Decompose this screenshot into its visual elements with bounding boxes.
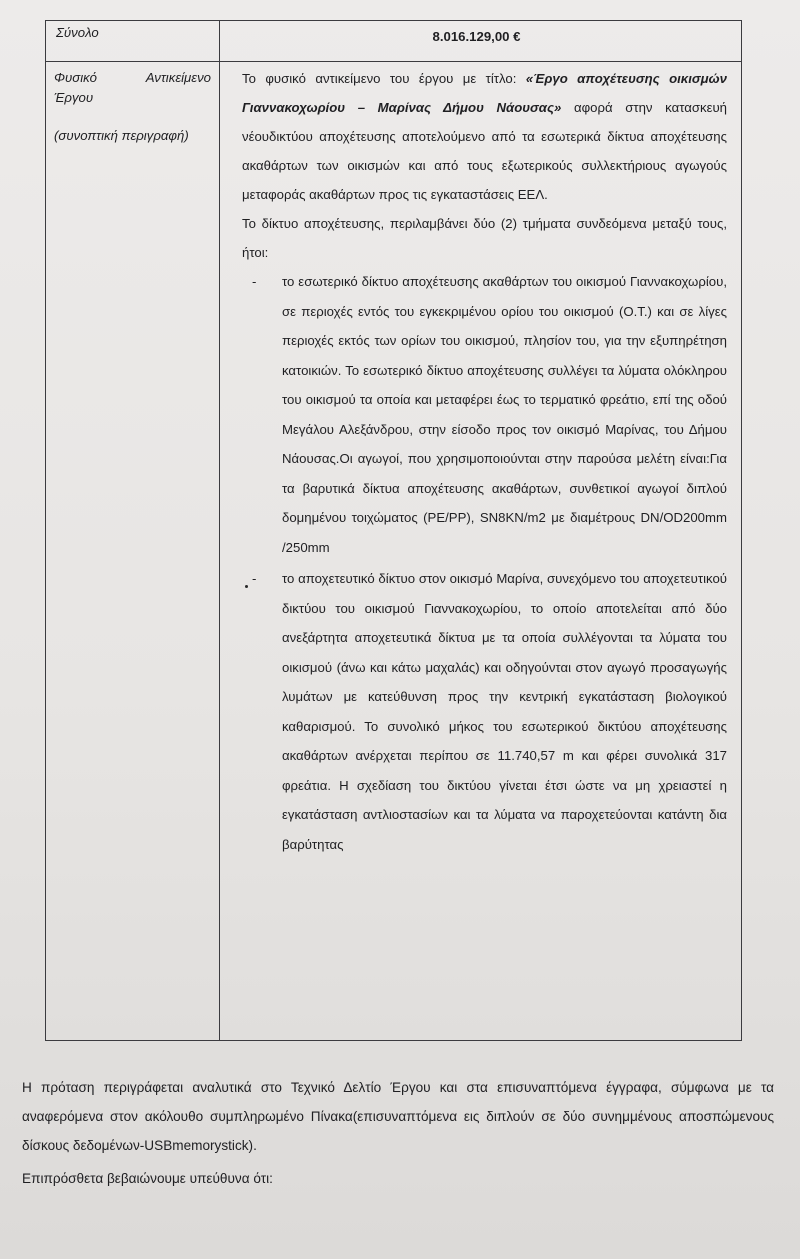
- project-title: «Έργο αποχέτευσης οικισμών Γιαννακοχωρίου – Μαρίνας Δήμου Νάουσας»: [242, 71, 727, 115]
- bullet-marker: -: [252, 571, 257, 586]
- object-row: [46, 62, 742, 1041]
- project-table: [45, 20, 742, 1041]
- network-parts-list: [242, 267, 727, 859]
- footer-closing: Επιπρόσθετα βεβαιώνουμε υπεύθυνα ότι:: [22, 1170, 273, 1186]
- object-label-note: (συνοπτική περιγραφή): [54, 128, 189, 143]
- object-label-word1: Φυσικό: [54, 70, 97, 85]
- bullet-marker: -: [252, 274, 257, 289]
- total-value: 8.016.129,00 €: [220, 21, 742, 62]
- total-row: [46, 21, 742, 62]
- stray-ink-dot: [245, 585, 248, 588]
- footer-paragraph: Η πρόταση περιγράφεται αναλυτικά στο Τεχνικό Δελτίο Έργου και στα επισυναπτόμενα έγγραφα, σύμφωνα με τα αναφερόμενα στον ακόλουθο συμπληρωμένο Πίνακα(επισυναπτόμενα εις διπλούν σε δύο συνημμένους αποσπώμενους δίσκους δεδομένων-USBmemorystick).: [22, 1079, 774, 1153]
- object-label-line: [54, 68, 211, 88]
- object-label-word3: Έργου: [54, 90, 94, 105]
- list-item: [242, 267, 727, 562]
- list-item-text: το εσωτερικό δίκτυο αποχέτευσης ακαθάρτων του οικισμού Γιαννακοχωρίου, σε περιοχές εντός του εγκεκριμένου ορίου του οικισμού (Ο.Τ.) και σε λίγες περιοχές εκτός των ορίων του οικισμού, πλησίον του, για την εξυπηρέτηση κατοικιών. Το εσωτερικό δίκτυο αποχέτευσης συλλέγει τα λύματα ολόκληρου του οικισμού τα οποία και μεταφέρει έως το τερματικό φρεάτιο, επί της οδού Μεγάλου Αλεξάνδρου, στην είσοδο προς τον οικισμό Μαρίνας, του Δήμου Νάουσας.Οι αγωγοί, που χρησιμοποιούνται στην παρούσα μελέτη είναι:Για τα βαρυτικά δίκτυα αποχέτευσης ακαθάρτων, συνθετικοί αγωγοί διπλού δομημένου τοιχώματος (PE/PP), SN8KN/m2 με διαμέτρους DN/OD200mm /250mm: [282, 274, 727, 555]
- list-item-text: το αποχετευτικό δίκτυο στον οικισμό Μαρίνα, συνεχόμενο του αποχετευτικού δικτύου του οικισμού Γιαννακοχωρίου, το οποίο αποτελείται από δύο ανεξάρτητα αποχετευτικά δίκτυα με τα οποία συλλέγονται τα λύματα του οικισμού (άνω και κάτω μαχαλάς) και οδηγούνται στον αγωγό προσαγωγής λυμάτων με κατεύθυνση προς την κεντρική εγκατάσταση βιολογικού καθαρισμού. Το συνολικό μήκος του εσωτερικού δικτύου αποχέτευσης ακαθάρτων ανέρχεται περίπου σε 11.740,57 m και φέρει συνολικά 317 φρεάτια. Η σχεδίαση του δικτύου γίνεται έτσι ώστε να μη χρειαστεί η εγκατάσταση αντλιοστασίων και τα λύματα να παροχετεύονται κατάντη δια βαρύτητας: [282, 571, 727, 852]
- object-description-cell: [220, 62, 742, 1041]
- object-label-word2: Αντικείμενο: [145, 70, 211, 85]
- list-item: [242, 564, 727, 859]
- intro-after: αφορά στην κατασκευή νέουδικτύου αποχέτευσης αποτελούμενο από τα εσωτερικά δίκτυα αποχέτευσης ακαθάρτων των οικισμών και από τους εξωτερικούς συλλεκτήριους αγωγούς μεταφοράς ακαθάρτων προς τις εγκαταστάσεις ΕΕΛ.: [242, 100, 728, 202]
- intro-before: Το φυσικό αντικείμενο του έργου με τίτλο:: [242, 71, 526, 86]
- total-label: Σύνολο: [46, 21, 220, 62]
- intro-paragraph: [242, 64, 727, 209]
- network-intro: Το δίκτυο αποχέτευσης, περιλαμβάνει δύο (2) τμήματα συνδεόμενα μεταξύ τους, ήτοι:: [242, 216, 727, 260]
- object-label-cell: [46, 62, 220, 1041]
